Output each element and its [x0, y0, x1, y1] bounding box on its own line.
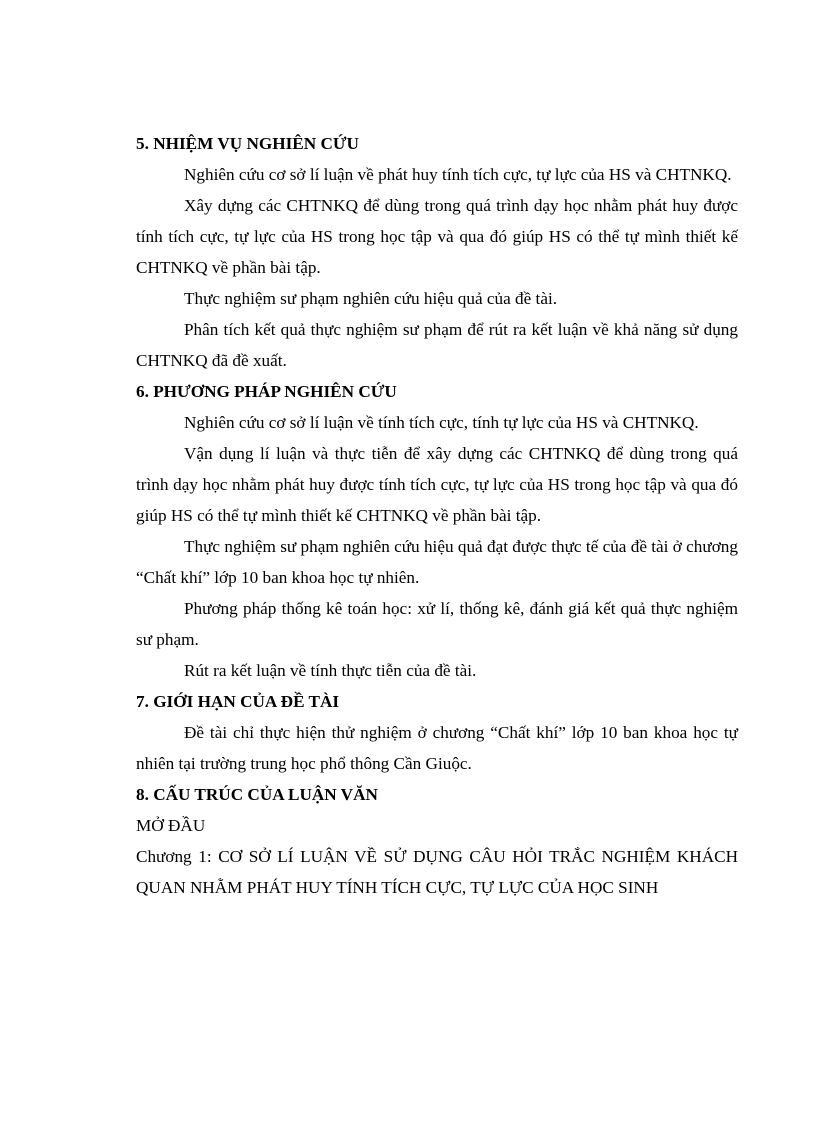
- paragraph: Đề tài chỉ thực hiện thử nghiệm ở chương “Chất khí” lớp 10 ban khoa học tự nhiên tại trường trung học phổ thông Cần Giuộc.: [136, 723, 738, 773]
- section-heading-research-tasks: 5. NHIỆM VỤ NGHIÊN CỨU: [136, 134, 359, 153]
- paragraph: Thực nghiệm sư phạm nghiên cứu hiệu quả đạt được thực tế của đề tài ở chương “Chất khí” lớp 10 ban khoa học tự nhiên.: [136, 537, 738, 587]
- section-heading-scope-limits: 7. GIỚI HẠN CỦA ĐỀ TÀI: [136, 692, 340, 711]
- section-heading-research-methods: 6. PHƯƠNG PHÁP NGHIÊN CỨU: [136, 382, 397, 401]
- structure-line-chapter-1: Chương 1: CƠ SỞ LÍ LUẬN VỀ SỬ DỤNG CÂU HỎI TRẮC NGHIỆM KHÁCH QUAN NHẰM PHÁT HUY TÍNH TÍCH CỰC, TỰ LỰC CỦA HỌC SINH: [136, 847, 738, 897]
- paragraph: Vận dụng lí luận và thực tiễn để xây dựng các CHTNKQ để dùng trong quá trình dạy học nhằm phát huy được tính tích cực, tự lực của HS trong học tập và qua đó giúp HS có thể tự mình thiết kế CHTNKQ về phần bài tập.: [136, 444, 738, 525]
- paragraph: Thực nghiệm sư phạm nghiên cứu hiệu quả của đề tài.: [184, 289, 558, 308]
- paragraph: Nghiên cứu cơ sở lí luận về phát huy tính tích cực, tự lực của HS và CHTNKQ.: [184, 165, 732, 184]
- paragraph: Xây dựng các CHTNKQ để dùng trong quá trình dạy học nhằm phát huy được tính tích cực, tự lực của HS trong học tập và qua đó giúp HS có thể tự mình thiết kế CHTNKQ về phần bài tập.: [136, 196, 738, 277]
- section-heading-thesis-structure: 8. CẤU TRÚC CỦA LUẬN VĂN: [136, 785, 378, 804]
- document-body: [136, 128, 738, 903]
- paragraph: Rút ra kết luận về tính thực tiễn của đề tài.: [184, 661, 477, 680]
- structure-line-intro: MỞ ĐẦU: [136, 816, 206, 835]
- paragraph: Phân tích kết quả thực nghiệm sư phạm để rút ra kết luận về khả năng sử dụng CHTNKQ đã đề xuất.: [136, 320, 738, 370]
- paragraph: Phương pháp thống kê toán học: xử lí, thống kê, đánh giá kết quả thực nghiệm sư phạm.: [136, 599, 738, 649]
- paragraph: Nghiên cứu cơ sở lí luận về tính tích cực, tính tự lực của HS và CHTNKQ.: [184, 413, 699, 432]
